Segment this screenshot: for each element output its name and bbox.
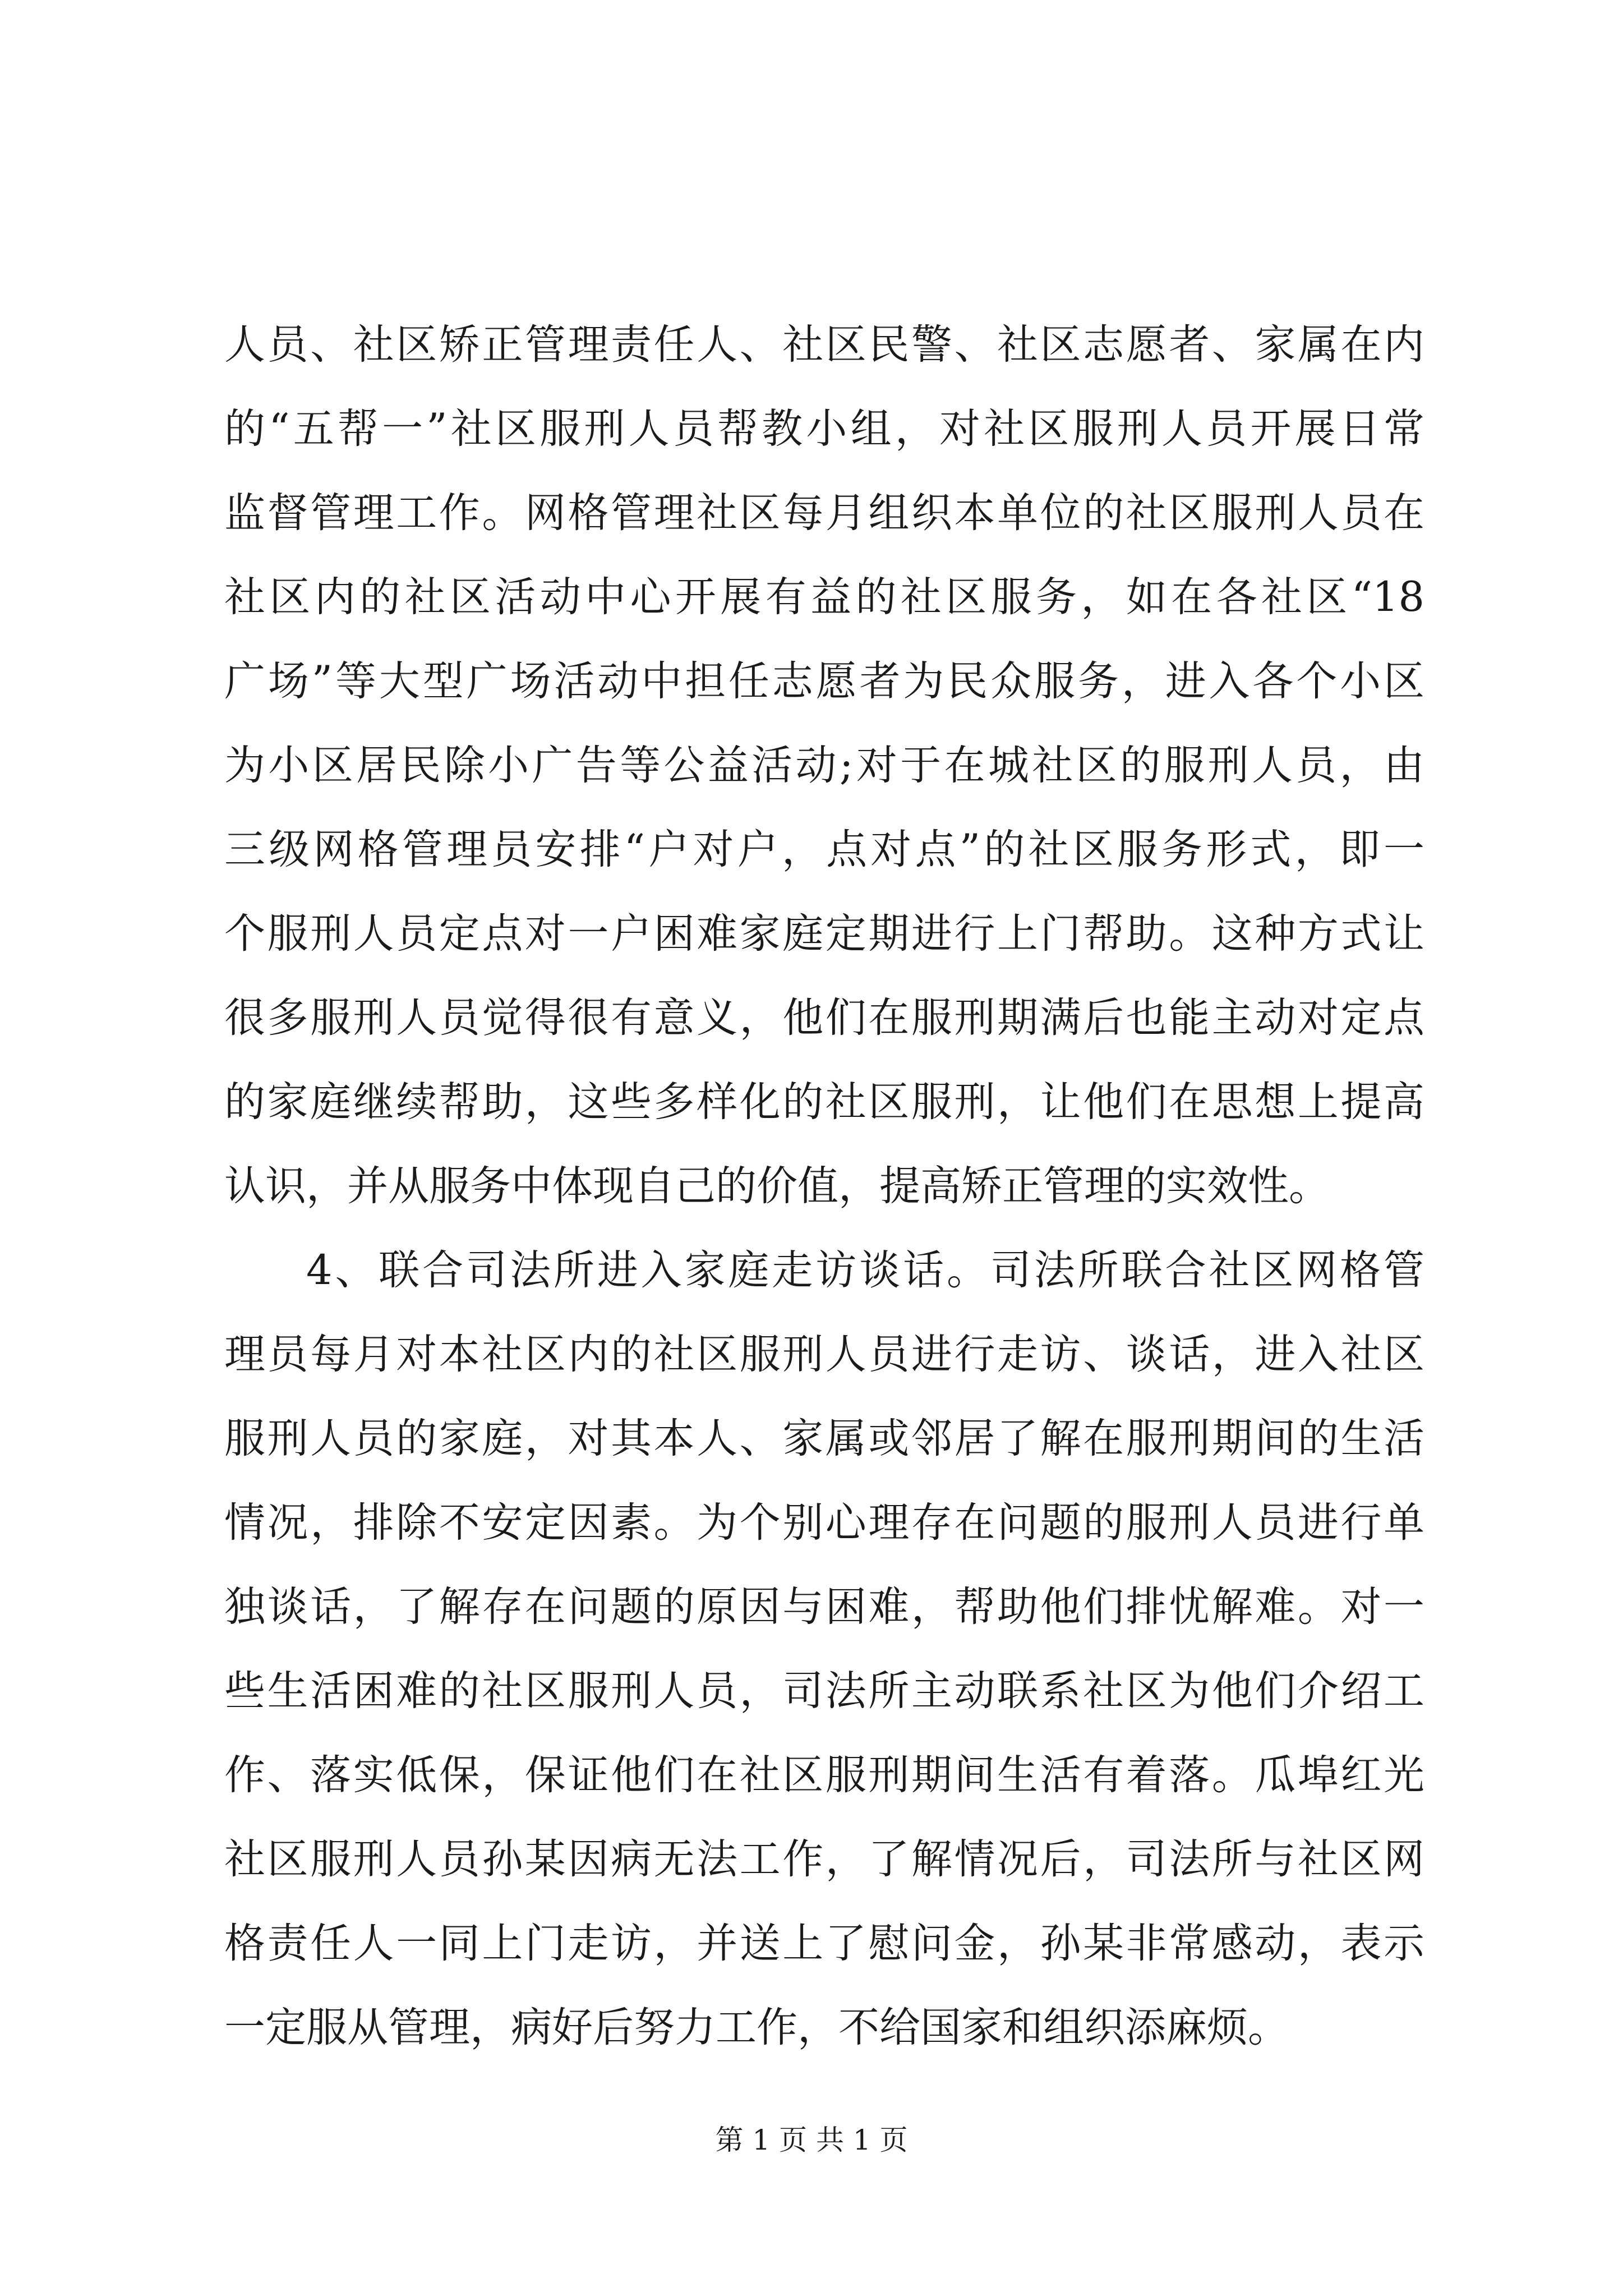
text-line: 作、落实低保，保证他们在社区服刑期间生活有着落。瓜埠红光	[224, 1751, 1424, 1799]
text-line: 为小区居民除小广告等公益活动;对于在城社区的服刑人员，由	[224, 742, 1424, 789]
document-body	[224, 303, 1424, 2070]
text-line: 的家庭继续帮助，这些多样化的社区服刑，让他们在思想上提高	[224, 1078, 1424, 1126]
text-line: 些生活困难的社区服刑人员，司法所主动联系社区为他们介绍工	[224, 1667, 1424, 1715]
text-line: 4、联合司法所进入家庭走访谈话。司法所联合社区网格管	[306, 1246, 1424, 1294]
paragraph-2	[224, 1228, 1424, 2070]
paragraph-1	[224, 303, 1424, 1228]
text-line: 理员每月对本社区内的社区服刑人员进行走访、谈话，进入社区	[224, 1331, 1424, 1378]
text-line: 认识，并从服务中体现自己的价值，提高矫正管理的实效性。	[224, 1162, 1330, 1210]
text-line: 广场”等大型广场活动中担任志愿者为民众服务，进入各个小区	[224, 657, 1424, 705]
text-line: 监督管理工作。网格管理社区每月组织本单位的社区服刑人员在	[224, 489, 1424, 537]
text-line: 社区内的社区活动中心开展有益的社区服务，如在各社区“18	[224, 573, 1424, 621]
text-line: 社区服刑人员孙某因病无法工作，了解情况后，司法所与社区网	[224, 1835, 1424, 1883]
page-footer	[0, 2123, 1623, 2157]
page-number-label: 第 1 页 共 1 页	[715, 2124, 908, 2156]
text-line: 很多服刑人员觉得很有意义，他们在服刑期满后也能主动对定点	[224, 994, 1424, 1042]
text-line: 独谈话，了解存在问题的原因与困难，帮助他们排忧解难。对一	[224, 1583, 1424, 1631]
text-line: 一定服从管理，病好后努力工作，不给国家和组织添麻烦。	[224, 2004, 1289, 2051]
text-line: 三级网格管理员安排“户对户，点对点”的社区服务形式，即一	[224, 826, 1424, 873]
text-line: 个服刑人员定点对一户困难家庭定期进行上门帮助。这种方式让	[224, 910, 1424, 958]
text-line: 人员、社区矫正管理责任人、社区民警、社区志愿者、家属在内	[224, 321, 1424, 369]
text-line: 服刑人员的家庭，对其本人、家属或邻居了解在服刑期间的生活	[224, 1415, 1424, 1462]
text-line: 格责任人一同上门走访，并送上了慰问金，孙某非常感动，表示	[224, 1920, 1424, 1967]
text-line: 情况，排除不安定因素。为个别心理存在问题的服刑人员进行单	[224, 1499, 1424, 1547]
text-line: 的“五帮一”社区服刑人员帮教小组，对社区服刑人员开展日常	[224, 405, 1424, 453]
